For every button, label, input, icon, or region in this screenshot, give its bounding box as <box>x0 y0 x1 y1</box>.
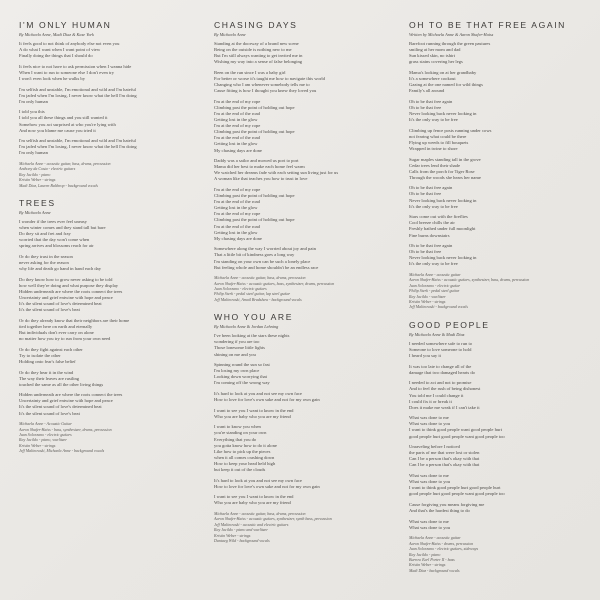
lyric-line: What was done to me <box>409 518 449 524</box>
credit-line: Aaron Shafer-Haiss - bass, synthesizer, drums, percussion <box>19 426 112 432</box>
song-block <box>214 20 394 302</box>
song-block <box>409 20 589 310</box>
credit-line: Aaron Shafer-Haiss - acoustic guitars, synthesizer, bass, drums, percussion <box>409 277 530 283</box>
lyric-line: Oh to be that free <box>409 104 442 110</box>
credit-line: Jeff Malinowski - background vocals <box>409 304 468 310</box>
lyric-line: Try to isolate the other <box>19 352 61 358</box>
lyric-stanza <box>409 70 589 94</box>
lyric-line: I'm at the end of the road <box>214 199 260 205</box>
credit-line: Ray Jacildo - piano <box>409 551 441 557</box>
lyric-line: Everything that you do <box>214 436 257 442</box>
lyric-stanza <box>19 138 199 156</box>
lyric-line: Standing at the doorway of a brand new scene <box>214 41 299 46</box>
lyric-stanza <box>409 364 589 376</box>
lyric-line: wondering if you are too <box>214 339 260 345</box>
lyric-line: Hidden underneath are where the roots connect the trees <box>19 288 123 294</box>
lyric-line: When I want to run to someone else I don't even try <box>19 69 115 75</box>
lyric-line: Climbing past the point of holding out hope <box>214 193 295 199</box>
lyric-line: I needed to act and not to promise <box>409 380 472 386</box>
lyric-line: Climbing past the point of holding out hope <box>214 129 295 135</box>
lyric-line: I told you this <box>19 109 45 115</box>
lyric-line: Or do they hear it in the wind <box>19 369 74 375</box>
credit-line: Juan Solorzano - electric guitars, sideways <box>409 546 479 552</box>
song-byline: By Michaela Anne & Madi Diaz <box>409 331 465 337</box>
lyric-line: Through the woods she hears her name <box>409 174 481 180</box>
lyric-line: But feeling whole and home shouldn't be an endless race <box>214 264 319 270</box>
lyric-stanza <box>19 219 199 249</box>
song-credits <box>409 272 589 310</box>
lyric-line: How to love for love's own sake and not for my own gain <box>214 397 320 403</box>
lyric-line: worried that the day won't come when <box>19 237 90 243</box>
lyric-line: I want to know you when <box>214 424 261 430</box>
lyric-line: Cause forgiving you means forgiving me <box>409 501 485 507</box>
lyric-stanza <box>19 64 199 82</box>
song-byline: By Michaela Anne, Madi Diaz & Kase York <box>19 32 94 37</box>
lyric-line: why life and death go hand in hand each day <box>19 266 102 272</box>
song-credits <box>214 275 394 302</box>
lyric-line: It's hard to look at you and not see my own face <box>214 390 302 396</box>
lyric-line: Do they know how to grow never asking to be told <box>19 276 113 282</box>
lyric-line: I needed somewhere safe to run to <box>409 340 473 346</box>
credit-line: Jeff Malinowski, Amail Bradshaw - background vocals <box>214 296 302 302</box>
lyric-line: smiling at her mom and dad <box>409 47 461 53</box>
lyric-line: I'm at the end of my rope <box>214 211 261 217</box>
lyric-line: What was done to me <box>409 473 449 479</box>
lyric-line: Stars come out with the fireflies <box>409 214 468 220</box>
lyric-line: It's the silent sound of love's determined beat <box>19 301 102 307</box>
credit-line: Michaela Anne - acoustic guitar <box>409 272 461 277</box>
lyric-stanza <box>409 341 589 359</box>
lyric-line: no matter how you try to run from your own need <box>19 336 111 342</box>
credit-line: Burrow Earl Porter II - bass <box>409 556 455 562</box>
lyric-line: Sun kissed skin, no tshirt <box>409 53 456 59</box>
lyric-line: You told me I could change it <box>409 392 464 398</box>
lyric-line: Been on the run since I was a baby girl <box>214 69 286 75</box>
credit-line: Michaela Anne - acoustic guitar <box>409 535 461 541</box>
credit-line: Michaela Anne - acoustic guitar, bass, drums, percussion <box>19 161 111 166</box>
lyric-line: Do they sit and fret and fray <box>19 231 71 237</box>
lyric-line: I want to think good people hurt good people hurt <box>409 485 501 491</box>
lyric-line: Family's all around <box>409 88 445 94</box>
lyric-line: Climbing past the point of holding out hope <box>214 104 295 110</box>
lyric-stanza <box>19 392 199 416</box>
credit-line: Aaron Shafer-Haiss - acoustic guitars, bass, synthesizer, drums, percussion <box>214 280 335 286</box>
song-credits <box>409 535 589 573</box>
lyric-line: Climbing up fence posts running under cows <box>409 127 492 133</box>
song-title: WHO YOU ARE <box>214 312 294 323</box>
lyric-line: I'm jaded when I'm losing, I never know what the hell I'm doing <box>19 92 137 98</box>
lyric-line: But individuals don't ever carry on alone <box>19 330 94 336</box>
song-credits <box>19 161 199 188</box>
lyric-line: when winter comes and they stand tall but bare <box>19 225 106 231</box>
lyric-line: touched the same as all the other living things <box>19 381 104 387</box>
lyric-line: Oh to be that free again <box>409 243 453 249</box>
lyric-line: Cedar trees lend their shade <box>409 162 461 168</box>
lyric-stanza <box>19 87 199 105</box>
lyric-line: I'm only human <box>19 98 48 104</box>
lyric-line: Those lonesome little lights <box>214 345 265 351</box>
lyric-line: I'm at the end of my rope <box>214 186 261 192</box>
lyric-line: I'm at the end of my rope <box>214 98 261 104</box>
lyric-line: Changing who I am whenever somebody tells me to <box>214 82 310 88</box>
lyric-line: It's the silent sound of love's determined beat <box>19 404 102 410</box>
lyric-line: Climbing past the point of holding out hope <box>214 217 295 223</box>
lyric-line: It's the only way to be free <box>409 203 458 209</box>
credit-line: Aaron Shafer-Haiss - acoustic guitars, synthesizer, synth bass, percussion <box>214 516 332 522</box>
lyric-line: For better or worse it's taught me how to navigate this world <box>214 75 325 81</box>
lyric-line: grass stains covering her legs <box>409 59 463 65</box>
lyric-stanza <box>409 243 589 267</box>
lyric-line: Who you are baby who you are my friend <box>214 413 291 419</box>
lyric-line: good people hurt good people want good people too <box>409 491 505 497</box>
lyric-line: Oh to be that free <box>409 191 442 197</box>
lyric-stanza <box>409 473 589 497</box>
lyric-line: Can I be a person that's okay with that <box>409 462 480 468</box>
lyric-line: I'm at the end of the road <box>214 110 260 116</box>
credit-line: Juan Solorzano - electric guitars <box>214 286 267 291</box>
lyric-line: Holding onto fear's false belief <box>19 358 76 364</box>
lyric-stanza <box>214 158 394 182</box>
lyric-line: I've been looking at the stars these nights <box>214 333 290 339</box>
lyric-line: but keep it out of the clouds <box>214 467 266 472</box>
credit-line: Jeff Malinowski - acoustic and electric guitars <box>214 521 289 527</box>
lyric-line: Or do they fight against each other <box>19 346 83 352</box>
song-block <box>19 20 199 188</box>
lyric-stanza <box>409 502 589 514</box>
credit-line: Aaron Shafer-Haiss - drums, percussion <box>409 540 474 546</box>
credit-line: Michaela Anne - Acoustic Guitar <box>19 421 72 427</box>
song-title: I'M ONLY HUMAN <box>19 20 112 30</box>
credit-line: Ray Jacildo - piano <box>19 171 51 177</box>
lyric-stanza <box>19 370 199 388</box>
lyric-stanza <box>19 318 199 342</box>
lyric-stanza <box>214 478 394 490</box>
lyric-line: I won't even look when he walks by <box>19 75 86 81</box>
credit-line: Dantaeg Wild - background vocals <box>214 538 270 543</box>
lyric-line: It's the silent sound of love's beat <box>19 410 80 416</box>
lyric-line: Spinning round the sun so fast <box>214 362 270 368</box>
lyric-stanza <box>409 128 589 152</box>
lyric-line: I could fix it or break it <box>409 398 452 404</box>
lyric-line: I'm coming off the wrong way <box>214 380 270 386</box>
lyric-line: I want to see you I want to know in the end <box>214 407 294 413</box>
credit-line: Kristin Weber - strings <box>409 299 446 305</box>
lyric-line: you're standing on your own <box>214 430 267 436</box>
lyric-line: shining on me and you <box>214 351 256 357</box>
lyric-line: It feels good to not think of anybody else not even you <box>19 41 120 46</box>
lyric-line: Oh to be that free again <box>409 98 453 104</box>
lyric-line: Finally doing the things that I should do <box>19 53 93 59</box>
lyric-line: I'm at the end of the road <box>214 135 260 141</box>
credit-line: Kristin Weber - strings <box>214 532 251 538</box>
lyric-line: not fearing what could be there <box>409 133 467 139</box>
credit-line: Michaela Anne - acoustic guitar, bass, drums, percussion <box>214 510 306 516</box>
lyric-line: Mama did her best to make each home feel warm <box>214 164 305 170</box>
lyric-line: It's the only way to be free <box>409 261 458 267</box>
lyric-line: Hidden underneath are where the roots connect the trees <box>19 392 123 398</box>
song-block <box>409 320 589 573</box>
lyric-line: The way their leaves are rustling <box>19 375 80 381</box>
lyric-line: I'm standing on your own can be such a lonely place <box>214 258 311 264</box>
lyric-stanza <box>214 70 394 94</box>
lyric-line: I'm only human <box>19 150 48 156</box>
lyric-line: Or do they already know that their neighbors are their home <box>19 317 130 323</box>
lyric-line: Sugar maples standing tall in the grove <box>409 156 481 162</box>
lyric-line: And to feel the rush of being dishonest <box>409 386 481 392</box>
lyric-line: I want to see you I want to know in the end <box>214 494 294 500</box>
lyric-line: My chasing days are done <box>214 235 262 241</box>
lyric-line: Oh to be that free <box>409 249 442 255</box>
lyric-line: I heard you say it <box>409 353 441 359</box>
lyric-line: Never looking back never looking in <box>409 255 477 261</box>
lyric-line: Somehow you act surprised at who you're lying with <box>19 121 116 127</box>
lyric-stanza <box>409 99 589 123</box>
lyric-stanza <box>409 214 589 238</box>
lyric-line: Does it make me weak if I can't take it <box>409 404 480 410</box>
lyric-line: Cause fitting is how I thought you knew they loved you <box>214 88 317 94</box>
lyric-line: What was done to me <box>409 415 449 421</box>
lyric-line: I'm at the end of my rope <box>214 123 261 129</box>
lyric-stanza <box>19 277 199 314</box>
column-2 <box>214 20 394 553</box>
lyric-stanza <box>19 347 199 365</box>
lyric-line: how well they're doing and what purpose they display <box>19 282 119 288</box>
lyric-stanza <box>214 187 394 242</box>
lyric-line: That a little bit of kindness goes a long way <box>214 252 295 258</box>
credit-line: Philip Sterk - pedal steel guitar, lap steel guitar <box>214 291 291 297</box>
song-block <box>214 312 394 543</box>
lyric-stanza <box>214 41 394 65</box>
lyric-stanza <box>409 41 589 65</box>
lyric-line: Gazing at the one named for wild things <box>409 82 483 88</box>
credit-line: Juan Solorzano - electric guitar <box>409 282 461 288</box>
lyric-line: We watched her dreams fade with each setting sun living just for us <box>214 170 339 176</box>
lyric-stanza <box>19 109 199 133</box>
song-block <box>19 198 199 454</box>
lyric-line: Somewhere along the way I worried about joy and pain <box>214 246 316 252</box>
song-title: TREES <box>19 198 56 209</box>
lyric-line: Wishing my way into a sense of false belonging <box>214 59 303 65</box>
credit-line: Madi Diaz - background vocals <box>409 567 460 573</box>
lyric-line: I wonder if the trees ever feel uneasy <box>19 219 87 225</box>
lyric-line: Fine burns downstairs <box>409 232 450 238</box>
lyric-line: Getting lost in the glow <box>214 229 258 235</box>
lyric-line: I'm at the end of the road <box>214 223 260 229</box>
lyric-stanza <box>214 246 394 270</box>
lyric-line: I'm jaded when I'm losing, I never know what the hell I'm doing <box>19 144 137 150</box>
lyric-stanza <box>214 362 394 386</box>
lyric-line: I want to think good people want good people hurt <box>409 427 503 433</box>
song-credits <box>19 421 199 453</box>
lyric-line: Or do they trust in the season <box>19 254 73 259</box>
column-3 <box>409 20 589 583</box>
lyric-line: It feels nice to not have to ask permission when I wanna hide <box>19 63 132 69</box>
lyric-stanza <box>409 380 589 410</box>
lyric-line: I'm selfish and unstable, I'm emotional and wild and I'm hateful <box>19 138 136 144</box>
credit-line: Kristin Weber - strings <box>19 177 56 183</box>
lyric-line: What was done to you <box>409 524 451 530</box>
lyric-line: And now you blame me cause you tried it <box>19 127 96 133</box>
lyric-line: Barefoot running through the green pastures <box>409 41 491 46</box>
lyric-line: My chasing days are done <box>214 147 262 153</box>
lyric-line: A woman like that teaches you how to trust in love <box>214 176 308 182</box>
lyric-line: Getting lost in the glow <box>214 117 258 123</box>
lyric-line: Freshly bathed under full moonlight <box>409 226 476 232</box>
credit-line: Ray Jacildo - piano, wurlitzer <box>19 437 67 443</box>
song-title: CHASING DAYS <box>214 20 298 30</box>
lyric-line: Unraveling before I noticed <box>409 444 460 450</box>
lyric-line: Daddy was a sailor and mowed us port to port <box>214 158 299 164</box>
lyric-line: How to keep your head held high <box>214 460 276 466</box>
credit-line: Philip Sterk - pedal steel guitar <box>409 288 460 294</box>
lyric-line: you gotta know how to do it alone <box>214 442 277 448</box>
song-title: OH TO BE THAT FREE AGAIN <box>409 20 566 30</box>
lyric-line: Uncertainty and grief entwine with hope and peace <box>19 295 113 301</box>
credit-line: Kristin Weber - strings <box>409 562 446 568</box>
credit-line: Ray Jacildo - piano and wurlitzer <box>214 527 268 533</box>
lyric-stanza <box>214 99 394 154</box>
lyric-line: Who you are baby who you are my friend <box>214 500 291 506</box>
lyric-line: good people hurt good people want good people too <box>409 433 505 439</box>
column-1 <box>19 20 199 464</box>
song-byline: By Michaela Anne <box>214 32 246 37</box>
lyric-stanza <box>19 41 199 59</box>
lyric-line: spring arrives and blossoms reach for air <box>19 243 94 249</box>
lyric-stanza <box>214 494 394 506</box>
lyric-line: Can I be a person that's okay with that <box>409 456 480 462</box>
lyric-line: never asking for the reason <box>19 260 69 266</box>
credit-line: Ray Jacildo - wurlitzer <box>409 293 446 299</box>
credit-line: Kristin Weber - strings <box>19 442 56 448</box>
lyric-line: tied together here on earth and eternally <box>19 323 93 329</box>
credit-line: Madi Diaz, Lauren Balthrop - background vocals <box>19 182 98 188</box>
lyric-stanza <box>214 424 394 473</box>
credit-line: Michaela Anne - acoustic guitar, bass, drums, percussion <box>214 275 306 281</box>
lyric-line: Like how to pick up the pieces <box>214 448 271 454</box>
credit-line: Juan Solorzano - electric guitars <box>19 431 72 437</box>
credit-line: Jeff Malinowski, Michaela Anne - background vocals <box>19 448 105 454</box>
lyric-line: Never looking back never looking in <box>409 197 477 203</box>
lyric-line: What was done to you <box>409 479 451 485</box>
lyric-line: But I'm still always wanting to get invited me in <box>214 53 303 59</box>
lyric-line: Looking down worrying that <box>214 374 267 380</box>
lyric-line: Being on the outside is nothing new to me <box>214 47 292 53</box>
lyric-line: It was too late to change all of the <box>409 363 472 369</box>
song-title: GOOD PEOPLE <box>409 319 490 330</box>
lyric-line: Never looking back never looking in <box>409 110 477 116</box>
lyric-line: How to love for love's own sake and not for my own gain <box>214 483 320 489</box>
lyric-line: damage that two damaged hearts do <box>409 369 475 375</box>
lyric-line: It's hard to look at you and not see my own face <box>214 477 302 483</box>
lyric-line: What was done to you <box>409 421 451 427</box>
lyric-line: A do what I want when I want point of view <box>19 47 101 53</box>
lyric-stanza <box>409 157 589 181</box>
lyric-line: Getting lost in the glow <box>214 205 258 211</box>
lyric-stanza <box>409 519 589 531</box>
lyric-line: Mama's looking on at her grandbaby <box>409 69 477 75</box>
lyric-line: when it all comes crashing down <box>214 454 275 460</box>
lyric-stanza <box>214 408 394 420</box>
lyric-stanza <box>409 444 589 468</box>
lyric-line: Wrapped in twine to shore <box>409 145 458 151</box>
lyric-line: It's a somewhere cookout <box>409 75 456 81</box>
lyric-line: Getting lost in the glow <box>214 141 258 147</box>
lyric-line: Flying up weeds to fill bouquets <box>409 139 469 145</box>
lyric-line: Uncertainty and grief entwine with hope and peace <box>19 398 113 404</box>
lyric-line: I'm selfish and unstable, I'm emotional and wild and I'm hateful <box>19 86 136 92</box>
lyric-stanza <box>214 391 394 403</box>
lyric-stanza <box>409 185 589 209</box>
lyric-line: It's the only way to be free <box>409 117 458 123</box>
lyric-line: I'm losing my own place <box>214 368 260 374</box>
lyric-line: I told you all these things and you still wanted it <box>19 115 108 121</box>
song-byline: By Michaela Anne & Jordan Lehning <box>214 324 279 330</box>
lyric-line: the parts of me that were lost or stolen <box>409 450 480 456</box>
credit-line: Anthony da Costa - electric guitars <box>19 166 76 172</box>
lyric-line: And that's the hardest thing to do <box>409 508 470 513</box>
lyric-stanza <box>409 415 589 439</box>
lyric-stanza <box>214 333 394 357</box>
song-byline: By Michaela Anne <box>19 210 51 216</box>
lyric-stanza <box>19 254 199 272</box>
song-byline: Written by Michaela Anne & Aaron Shafer-Haiss <box>409 32 494 37</box>
song-credits <box>214 511 394 543</box>
lyric-line: Calls from the porch for Tiger Rose <box>409 168 475 174</box>
lyric-line: It's the silent sound of love's beat <box>19 307 80 313</box>
lyric-line: Someone to love someone to hold <box>409 346 472 352</box>
lyric-line: Cool breeze chills the air <box>409 220 455 226</box>
lyric-line: Oh to be that free again <box>409 185 453 191</box>
